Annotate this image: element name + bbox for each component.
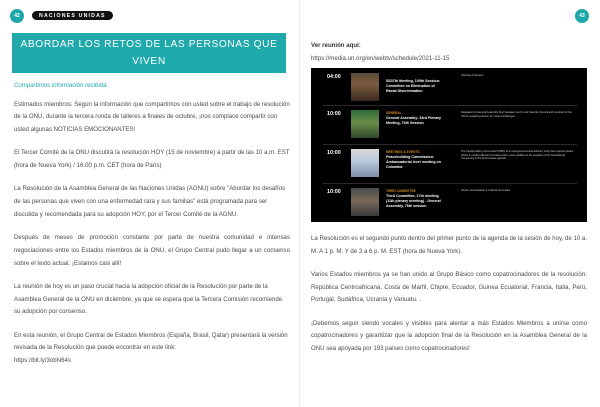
schedule-item	[311, 146, 587, 182]
paragraph: En esta reunión, el Grupo Central de Estados Miembros (España, Brasil, Qatar) presentará la versión revisada de la Resolución que puede encontrar en este link:	[14, 331, 288, 352]
left-article-column	[14, 80, 290, 368]
schedule-tag: THIRD COMMITTEE	[386, 189, 416, 193]
paragraph: La Resolución de la Asamblea General de las Naciones Unidas (AGNU) sobre "Abordar los desafíos de las personas que viven con una enfermedad rara y sus familias" está programada para ser discutida y recomendada para su adopción HOY, por el Tercer Comité de la AGNU.	[14, 185, 286, 218]
title-line-1: ABORDAR LOS RETOS DE LAS PERSONAS QUE VIVEN	[20, 39, 278, 67]
schedule-title: Third Committee, 17th meeting (11th plenary meeting) - General Assembly, 76th session	[386, 194, 441, 208]
right-article-body	[311, 233, 587, 366]
paragraph: Varios Estados miembros ya se han unido al Grupo Básico como copatrocinadores de la resolución: República Centroafricana, Costa de Marfil, Chipre, Ecuador, Guinea Ecuatorial, Francia, Italia, Perú, Portugal, Sudáfrica, Ucrania y Vanuatu. .	[311, 271, 587, 304]
schedule-divider	[323, 144, 577, 145]
webtv-link[interactable]: https://media.un.org/en/webtv/schedule/2021-11-15	[311, 54, 450, 62]
schedule-thumbnail	[351, 188, 379, 216]
schedule-time: 10:00	[327, 150, 341, 156]
left-page-number: 42	[10, 9, 24, 23]
schedule-time: 10:00	[327, 189, 341, 195]
paragraph: Estimados miembros: Según la información que compartimos con usted sobre el trabajo de resolución de la ONU, durante la tercera ronda de talleres a finales de octubre, ¡nos complace compartir con usted algunas NOTICIAS EMOCIONANTES!	[14, 100, 290, 134]
schedule-thumbnail	[351, 73, 379, 101]
schedule-item	[311, 107, 587, 143]
schedule-description: Delegation to General Assembly Sign Speakers and to Ask Security Council and members of the UN for speaking session for current challenges	[461, 111, 572, 118]
paragraph: La Resolución es el segundo punto dentro del primer punto de la agenda de la sesión de hoy, de 10 a. M. A 1 p. M. Y de 3 a 6 p. M. EST (hora de Nueva York).	[311, 235, 587, 255]
title-line-2: CON UNA ENFERMEDAD RARA Y DE SUS FAMILIAS	[38, 73, 260, 101]
schedule-title: General Assembly: 33rd Plenary Meeting, 76th Session	[386, 116, 441, 125]
schedule-time: 10:00	[327, 111, 341, 117]
schedule-item	[311, 185, 587, 221]
paragraph: El Tercer Comité de la ONU discutirá la resolución HOY (15 de noviembre) a partir de las 10 a.m. EST (hora de Nueva York) / 16.00 p.m. CET (hora de París)	[14, 149, 290, 170]
schedule-description: The Peacebuilding Commission (PBC) is an intergovernmental advisory body that supports peace efforts in conflict affected countries and is a key addition to the capacity of the International Community in the broad peace agenda.	[461, 150, 574, 161]
schedule-tag: MEETINGS & EVENTS	[386, 150, 420, 154]
schedule-title: SS37th Meeting, 105th Session: Committee on Elimination of Racial Discrimination	[386, 79, 441, 93]
schedule-divider	[323, 183, 577, 184]
paragraph: Después de meses de promoción constante por parte de nuestra comunidad e intensas negociaciones entre los Estados miembros de la ONU, el Grupo Central pudo llegar a un consenso sobre el texto actual. ¡Estamos casi allí!	[14, 234, 290, 267]
schedule-description: Social, Humanitarian & Cultural Committee	[461, 189, 511, 192]
schedule-thumbnail	[351, 149, 379, 177]
page-gutter	[299, 0, 301, 407]
publication-label: NACIONES UNIDAS	[32, 11, 113, 20]
paragraph: La reunión de hoy es un paso crucial hacia la adopción oficial de la Resolución por parte de la Asamblea General de la ONU en diciembre, ya que se espera que la Tercera Comisión recomiende su adopción por consenso.	[14, 282, 283, 316]
resolution-link[interactable]: https://bit.ly/3obN64s	[14, 356, 71, 364]
schedule-thumbnail	[351, 110, 379, 138]
schedule-tag: GENERAL	[386, 111, 402, 115]
schedule-title: Peacebuilding Commission: Ambassadorial level meeting on Colombia	[386, 155, 441, 169]
right-page-number: 43	[575, 9, 589, 23]
paragraph: ¡Debemos seguir siendo vocales y visibles para alentar a más Estados Miembros a unirse como copatrocinadores y garantizar que la adopción final de la Resolución en la Asamblea General de la ONU sea apoyada por 193 países como copatrocinadores!	[311, 319, 587, 353]
schedule-description: Opening of Session	[461, 74, 484, 77]
article-lead: Compartimos información recibida.	[14, 82, 109, 89]
schedule-divider	[323, 105, 577, 106]
schedule-item	[311, 70, 587, 106]
watch-meeting-heading: Ver reunión aquí:	[311, 42, 361, 49]
schedule-time: 04:00	[327, 74, 341, 80]
un-webtv-schedule-screenshot	[311, 68, 587, 222]
